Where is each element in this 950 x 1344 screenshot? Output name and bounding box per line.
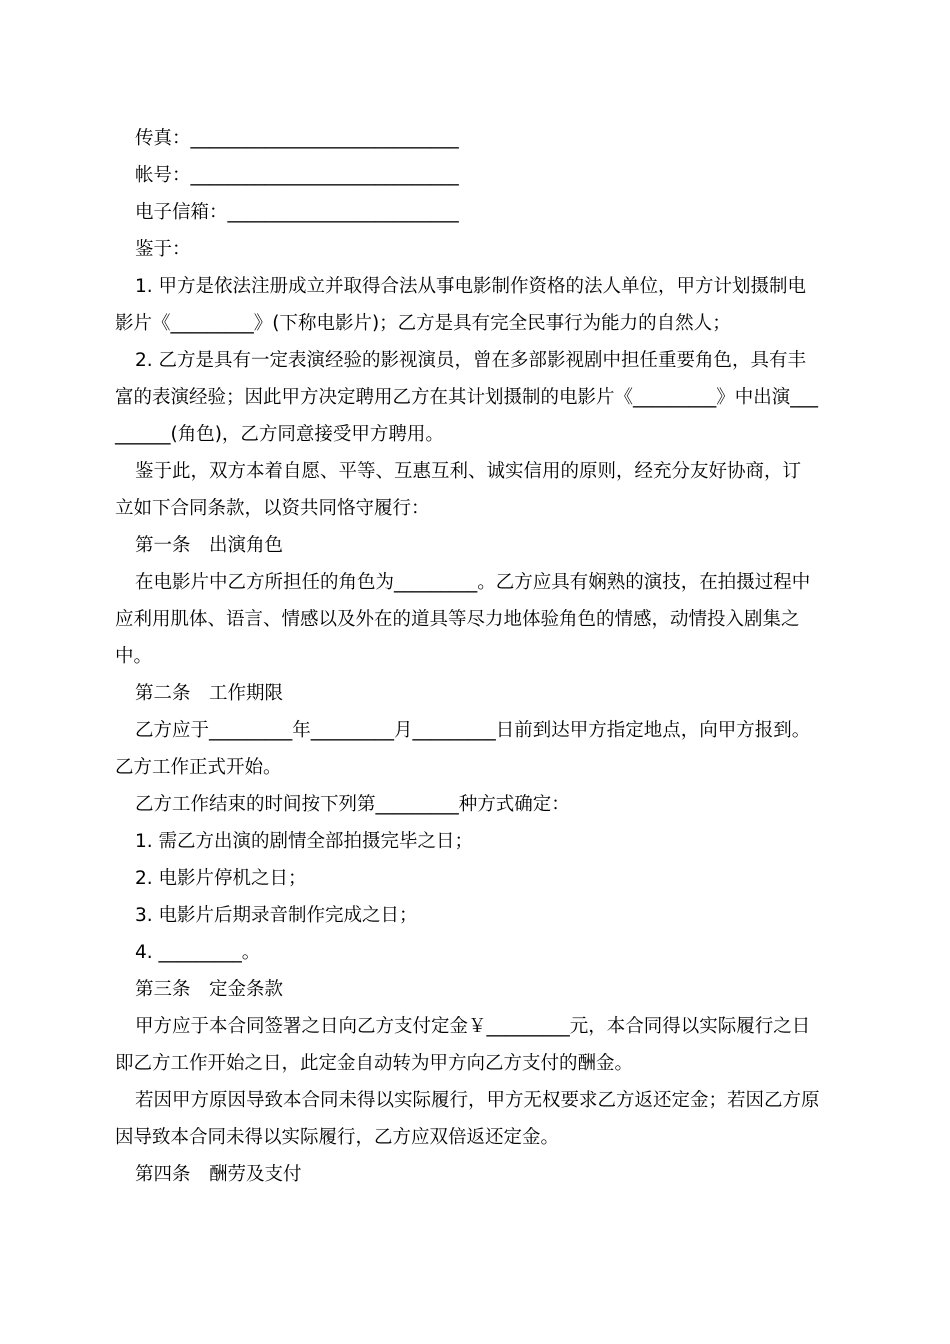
article-1-title: 第一条 出演角色 bbox=[135, 535, 284, 556]
article-3-line-1: 甲方应于本合同签署之日向乙方支付定金￥_________元，本合同得以实际履行之日 bbox=[135, 1016, 811, 1037]
recitals-conclusion-line-1: 鉴于此，双方本着自愿、平等、互惠互利、诚实信用的原则，经充分友好协商，订 bbox=[135, 461, 802, 482]
article-2-option-1: 1. 需乙方出演的剧情全部拍摄完毕之日； bbox=[135, 831, 474, 852]
article-1-line-3: 中。 bbox=[115, 646, 153, 667]
article-2-option-4: 4. _________。 bbox=[135, 942, 261, 963]
recital-2-line-1: 2. 乙方是具有一定表演经验的影视演员，曾在多部影视剧中担任重要角色，具有丰 bbox=[135, 350, 807, 371]
article-2-option-2: 2. 电影片停机之日； bbox=[135, 868, 307, 889]
article-1-line-2: 应利用肌体、语言、情感以及外在的道具等尽力地体验角色的情感，动情投入剧集之 bbox=[115, 609, 800, 630]
article-3-line-3: 若因甲方原因导致本合同未得以实际履行，甲方无权要求乙方返还定金；若因乙方原 bbox=[135, 1090, 820, 1111]
email-line: 电子信箱：_________________________ bbox=[135, 202, 459, 223]
article-2-title: 第二条 工作期限 bbox=[135, 683, 284, 704]
fax-line: 传真：_____________________________ bbox=[135, 128, 459, 149]
article-2-line-2: 乙方工作正式开始。 bbox=[115, 757, 282, 778]
article-3-title: 第三条 定金条款 bbox=[135, 979, 284, 1000]
recital-2-line-3: ______(角色)，乙方同意接受甲方聘用。 bbox=[115, 424, 444, 445]
document-body bbox=[115, 120, 840, 1193]
article-2-end-method: 乙方工作结束的时间按下列第_________种方式确定： bbox=[135, 794, 570, 815]
article-2-line-1: 乙方应于_________年_________月_________日前到达甲方指定地点，向甲方报到。 bbox=[135, 720, 811, 741]
recital-2-line-2: 富的表演经验；因此甲方决定聘用乙方在其计划摄制的电影片《_________》中出演___ bbox=[115, 387, 819, 408]
article-3-line-2: 即乙方工作开始之日，此定金自动转为甲方向乙方支付的酬金。 bbox=[115, 1053, 634, 1074]
article-3-line-4: 因导致本合同未得以实际履行，乙方应双倍返还定金。 bbox=[115, 1127, 560, 1148]
recital-1-line-2: 影片《_________》(下称电影片)；乙方是具有完全民事行为能力的自然人； bbox=[115, 313, 731, 334]
recitals-heading: 鉴于： bbox=[135, 239, 191, 260]
article-4-title: 第四条 酬劳及支付 bbox=[135, 1164, 302, 1185]
article-1-line-1: 在电影片中乙方所担任的角色为_________。乙方应具有娴熟的演技，在拍摄过程中 bbox=[135, 572, 811, 593]
article-2-option-3: 3. 电影片后期录音制作完成之日； bbox=[135, 905, 418, 926]
account-line: 帐号：_____________________________ bbox=[135, 165, 459, 186]
recitals-conclusion-line-2: 立如下合同条款，以资共同恪守履行： bbox=[115, 498, 430, 519]
recital-1-line-1: 1. 甲方是依法注册成立并取得合法从事电影制作资格的法人单位，甲方计划摄制电 bbox=[135, 276, 807, 297]
